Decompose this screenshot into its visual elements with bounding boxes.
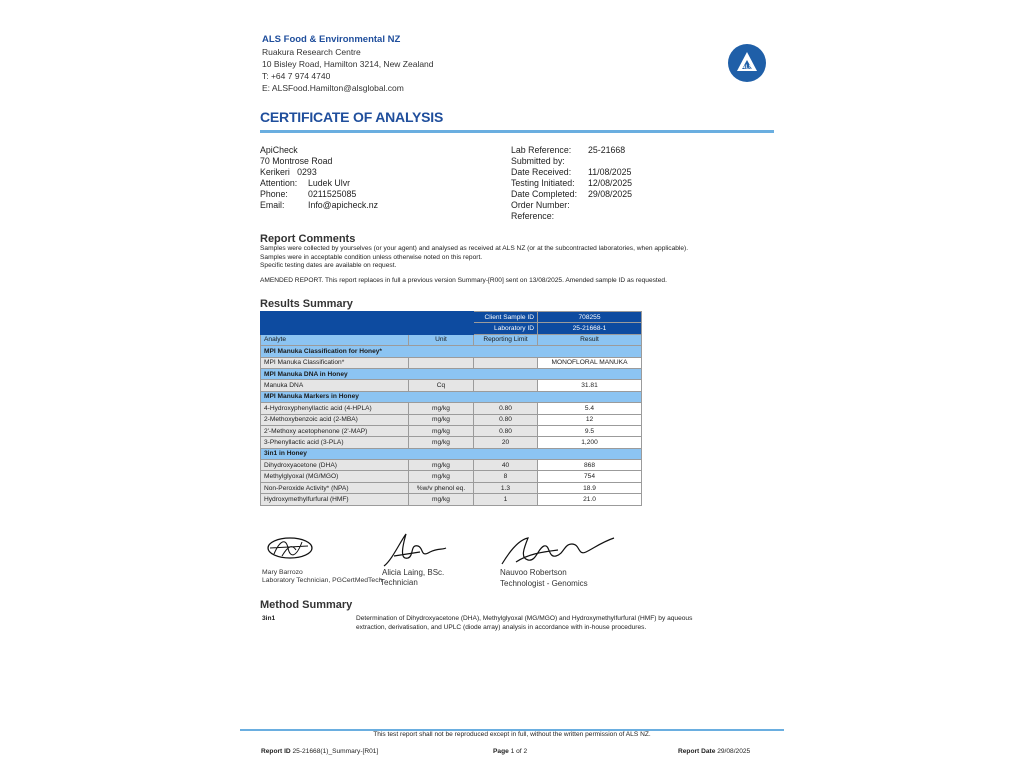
method-line-1: Determination of Dihydroxyacetone (DHA), Methylglyoxal (MG/MGO) and Hydroxymethylfurfural (HMF) by aqueous	[356, 615, 693, 622]
group-name: MPI Manuka DNA in Honey	[261, 368, 642, 379]
unit-cell	[409, 357, 474, 368]
lab-reference	[511, 145, 632, 156]
initiated-label: Testing Initiated:	[511, 178, 575, 188]
unit-cell: mg/kg	[409, 460, 474, 471]
submitted-by	[511, 156, 632, 167]
group-name: 3in1 in Honey	[261, 448, 642, 459]
column-header-reporting-limit: Reporting Limit	[474, 334, 538, 345]
client-attention	[260, 178, 378, 189]
client-address-2: Kerikeri 0293	[260, 167, 317, 177]
analyte-cell: 4-Hydroxyphenyllactic acid (4-HPLA)	[261, 403, 409, 414]
date-completed	[511, 189, 632, 200]
unit-cell: mg/kg	[409, 425, 474, 436]
comment-line-3: Specific testing dates are available on request.	[260, 262, 397, 270]
result-cell: 21.0	[538, 494, 642, 505]
comments-body	[260, 245, 688, 271]
table-row	[261, 482, 642, 493]
table-row	[261, 425, 642, 436]
header-blank-cell	[261, 312, 409, 323]
address-line-1: Ruakura Research Centre	[262, 47, 361, 57]
client-sample-value: 708255	[538, 312, 642, 323]
order-label: Order Number:	[511, 200, 570, 210]
footer-report-id	[261, 748, 378, 755]
footer-report-date	[678, 748, 750, 755]
company-name: ALS Food & Environmental NZ	[262, 34, 401, 45]
method-code: 3in1	[262, 615, 276, 622]
order-number	[511, 200, 632, 211]
analyte-cell: Dihydroxyacetone (DHA)	[261, 460, 409, 471]
comment-line-2: Samples were in acceptable condition unless otherwise noted on this report.	[260, 253, 483, 261]
signatory-3-caption	[500, 567, 588, 589]
reporting-limit-cell: 40	[474, 460, 538, 471]
table-row	[261, 437, 642, 448]
phone-line: T: +64 7 974 4740	[262, 71, 331, 81]
testing-initiated	[511, 178, 632, 189]
group-header-row	[261, 368, 642, 379]
lab-id-value: 25-21668-1	[538, 323, 642, 334]
client-block	[260, 145, 378, 211]
page-label: Page	[493, 748, 509, 755]
result-cell: 5.4	[538, 403, 642, 414]
date-received	[511, 167, 632, 178]
reporting-limit-cell	[474, 357, 538, 368]
unit-cell: Cq	[409, 380, 474, 391]
unit-cell: mg/kg	[409, 494, 474, 505]
analyte-cell: 2'-Methoxy acetophenone (2'-MAP)	[261, 425, 409, 436]
method-title: Method Summary	[260, 599, 353, 611]
group-name: MPI Manuka Markers in Honey	[261, 391, 642, 402]
result-cell: 31.81	[538, 380, 642, 391]
result-cell: 9.5	[538, 425, 642, 436]
signatory-2-name: Alicia Laing, BSc.	[382, 568, 445, 577]
results-title: Results Summary	[260, 298, 353, 310]
group-header-row	[261, 391, 642, 402]
column-header-unit: Unit	[409, 334, 474, 345]
reporting-limit-cell	[474, 380, 538, 391]
result-cell: 18.9	[538, 482, 642, 493]
column-header-result: Result	[538, 334, 642, 345]
column-header-row	[261, 334, 642, 345]
result-cell: 868	[538, 460, 642, 471]
result-cell: 12	[538, 414, 642, 425]
analyte-cell: Non-Peroxide Activity* (NPA)	[261, 482, 409, 493]
client-phone	[260, 189, 378, 200]
email-line: E: ALSFood.Hamilton@alsglobal.com	[262, 83, 404, 93]
amended-note: AMENDED REPORT. This report replaces in full a previous version Summary-[R00] sent on 13/08/2025. Amended sample ID as requested.	[260, 277, 667, 284]
signatory-1-caption	[262, 569, 382, 585]
lab-id-row	[261, 323, 642, 334]
logo-text: ALS	[741, 64, 753, 71]
analyte-cell: MPI Manuka Classification*	[261, 357, 409, 368]
email-label: Email:	[260, 200, 285, 210]
table-row	[261, 414, 642, 425]
group-header-row	[261, 346, 642, 357]
address-line-2: 10 Bisley Road, Hamilton 3214, New Zealand	[262, 59, 434, 69]
page-title: CERTIFICATE OF ANALYSIS	[260, 109, 444, 125]
lab-id-label: Laboratory ID	[474, 323, 538, 334]
header-blank-cell	[261, 323, 409, 334]
phone-label: Phone:	[260, 189, 288, 199]
reference	[511, 211, 632, 222]
page-value: 1 of 2	[510, 748, 528, 755]
reporting-limit-cell: 20	[474, 437, 538, 448]
results-table-body	[261, 312, 642, 506]
unit-cell: mg/kg	[409, 414, 474, 425]
received-label: Date Received:	[511, 167, 572, 177]
reference-label: Reference:	[511, 211, 555, 221]
column-header-analyte: Analyte	[261, 334, 409, 345]
signature-1-image	[262, 534, 318, 568]
footer-note: This test report shall not be reproduced except in full, without the written permission of ALS NZ.	[373, 731, 651, 738]
header-blank-cell	[409, 323, 474, 334]
signatory-2-caption	[380, 568, 444, 587]
completed-label: Date Completed:	[511, 189, 578, 199]
report-id-label: Report ID	[261, 748, 291, 755]
table-row	[261, 357, 642, 368]
results-table	[260, 311, 642, 506]
method-line-2: extraction, derivatisation, and UPLC (diode array) analysis in accordance with in-house procedures.	[356, 623, 647, 631]
table-row	[261, 471, 642, 482]
analyte-cell: Methylglyoxal (MG/MGO)	[261, 471, 409, 482]
table-row	[261, 460, 642, 471]
als-logo	[728, 44, 766, 82]
signature-2-image	[380, 530, 450, 570]
phone-value: 0211525085	[308, 189, 357, 199]
analyte-cell: Manuka DNA	[261, 380, 409, 391]
header-blank-cell	[409, 312, 474, 323]
lab-ref-label: Lab Reference:	[511, 145, 572, 155]
analyte-cell: 2-Methoxybenzoic acid (2-MBA)	[261, 414, 409, 425]
attention-label: Attention:	[260, 178, 298, 188]
reporting-limit-cell: 1	[474, 494, 538, 505]
als-logo-icon	[728, 44, 766, 82]
client-sample-row	[261, 312, 642, 323]
title-rule	[260, 130, 774, 133]
signatory-2-role: Technician	[380, 577, 418, 587]
report-date-label: Report Date	[678, 748, 716, 755]
reporting-limit-cell: 0.80	[474, 414, 538, 425]
report-date-value: 29/08/2025	[717, 748, 751, 755]
result-cell: MONOFLORAL MANUKA	[538, 357, 642, 368]
report-id-value: 25-21668(1)_Summary-[R01]	[292, 748, 379, 755]
reporting-limit-cell: 1.3	[474, 482, 538, 493]
completed-value: 29/08/2025	[588, 189, 633, 199]
table-row	[261, 380, 642, 391]
unit-cell: mg/kg	[409, 403, 474, 414]
reporting-limit-cell: 0.80	[474, 403, 538, 414]
reporting-limit-cell: 0.80	[474, 425, 538, 436]
result-cell: 1,200	[538, 437, 642, 448]
unit-cell: mg/kg	[409, 437, 474, 448]
method-description	[356, 615, 692, 632]
result-cell: 754	[538, 471, 642, 482]
signatory-3-role: Technologist - Genomics	[500, 579, 588, 588]
email-value: Info@apicheck.nz	[308, 200, 379, 210]
table-row	[261, 494, 642, 505]
signatory-3-name: Nauvoo Robertson	[500, 568, 567, 577]
client-sample-label: Client Sample ID	[474, 312, 538, 323]
group-name: MPI Manuka Classification for Honey*	[261, 346, 642, 357]
received-value: 11/08/2025	[588, 167, 632, 177]
reporting-limit-cell: 8	[474, 471, 538, 482]
analyte-cell: Hydroxymethylfurfural (HMF)	[261, 494, 409, 505]
unit-cell: %w/v phenol eq.	[409, 482, 474, 493]
comments-title: Report Comments	[260, 233, 356, 245]
signatory-1-name: Mary Barrozo	[262, 569, 303, 576]
client-address-1: 70 Montrose Road	[260, 156, 333, 166]
signature-1	[262, 534, 318, 573]
client-name: ApiCheck	[260, 145, 298, 155]
signature-3-image	[498, 534, 618, 570]
group-header-row	[261, 448, 642, 459]
analyte-cell: 3-Phenyllactic acid (3-PLA)	[261, 437, 409, 448]
footer-page	[493, 748, 527, 755]
lab-ref-value: 25-21668	[588, 145, 626, 155]
comment-line-1: Samples were collected by yourselves (or your agent) and analysed as received at ALS NZ (or at the subcontracted laboratories, when applicable).	[260, 245, 689, 252]
table-row	[261, 403, 642, 414]
client-email	[260, 200, 378, 211]
signatory-1-role: Laboratory Technician, PGCertMedTech	[262, 577, 383, 584]
initiated-value: 12/08/2025	[588, 178, 633, 188]
unit-cell: mg/kg	[409, 471, 474, 482]
lab-block	[511, 145, 632, 222]
attention-value: Ludek Ulvr	[308, 178, 351, 188]
submitted-label: Submitted by:	[511, 156, 565, 166]
